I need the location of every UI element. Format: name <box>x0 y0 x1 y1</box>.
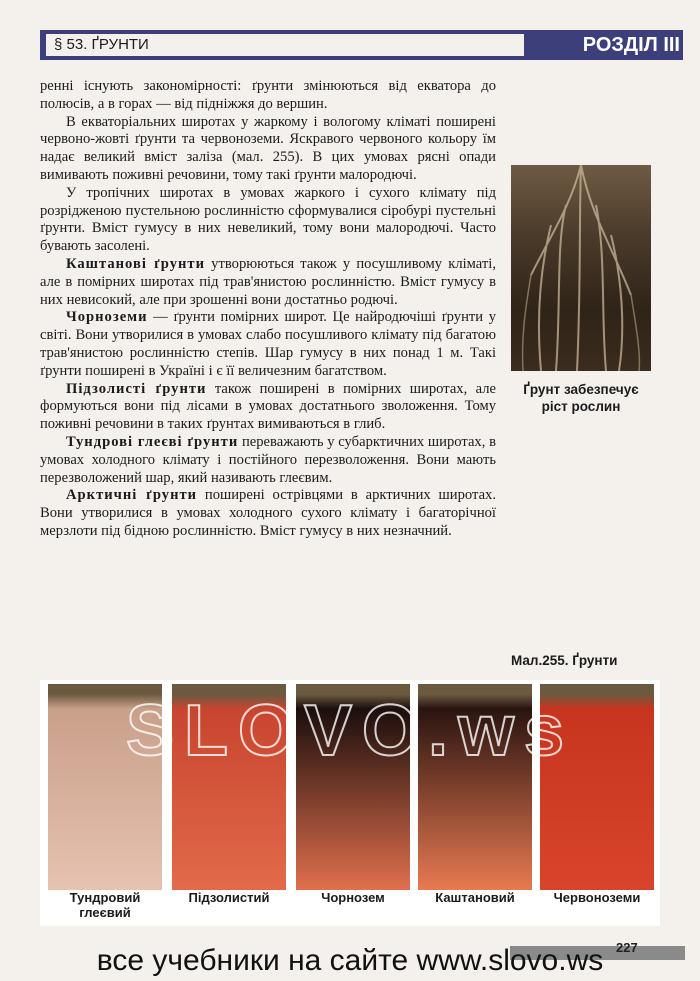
section-title: § 53. ҐРУНТИ <box>46 34 524 56</box>
paragraph: Підзолисті ґрунти також поширені в помірних широтах, але формуються вони під лісами в умовах достатнього зволоження. Тому поживні речовини в таких ґрунтах вимиваються в глиб. <box>40 380 496 433</box>
paragraph: Арктичні ґрунти поширені острівцями в арктичних широтах. Вони утворилися в умовах холодного сухого клімату і багаторічної мерзлоти під бідною рослинністю. Вміст гумусу в них незначний. <box>40 487 496 539</box>
figure-caption: Мал.255. Ґрунти <box>511 653 618 668</box>
soil-label: Тундровий глеєвий <box>69 890 141 920</box>
soil-label: Каштановий <box>435 890 515 905</box>
paragraph: Каштанові ґрунти утворюються також у посушливому кліматі, але в помірних широтах під трав'янистою рослинністю. Вміст гумусу в них невисокий, але при зрошенні вони достатньо родючі. <box>40 255 496 308</box>
soil-label: Червоноземи <box>553 890 641 905</box>
body-text <box>40 78 496 541</box>
page-number: 227 <box>616 940 638 955</box>
paragraph: ренні існують закономірності: ґрунти змінюються від екватора до полюсів, а в горах — від підніжжя до вершин. <box>40 78 496 112</box>
site-footer: все учебники на сайте www.slovo.ws <box>96 944 604 977</box>
paragraph: В екваторіальних широтах у жаркому і вологому кліматі поширені червоно-жовті ґрунти та червоноземи. Яскравого червоного кольору їм надає великий вміст заліза (мал. 255). В цих умовах рясні опади вимивають поживні речовини, тому такі ґрунти малородючі. <box>40 113 496 183</box>
soil-label: Підзолистий <box>188 890 270 905</box>
paragraph: У тропічних широтах в умовах жаркого і сухого клімату під розрідженою пустельною рослинністю сформувалися сіробурі пустельні ґрунти. Вміст гумусу в них невеликий, тому вони малородючі. Часто бувають засолені. <box>40 184 496 255</box>
paragraph: Тундрові глеєві ґрунти переважають у субарктичних широтах, в умовах холодного клімату і постійного перезволоження. Вони мають перезволожений шар, який називають глеєвим. <box>40 433 496 486</box>
watermark-logo: SLOVO.ws <box>125 691 575 771</box>
paragraph: Чорноземи — ґрунти помірних широт. Це найродючіші ґрунти у світі. Вони утворилися в умовах слабо посушливого клімату під багатою трав'янистою рослинністю степів. Шар гумусу в них понад 1 м. Такі ґрунти поширені в Україні і є її величезним багатством. <box>40 309 496 379</box>
photo-caption: Ґрунт забезпечує ріст рослин <box>523 382 639 414</box>
roots-photo <box>511 165 651 371</box>
chapter-label: РОЗДІЛ III <box>582 34 680 56</box>
soil-label: Чорнозем <box>321 890 385 905</box>
